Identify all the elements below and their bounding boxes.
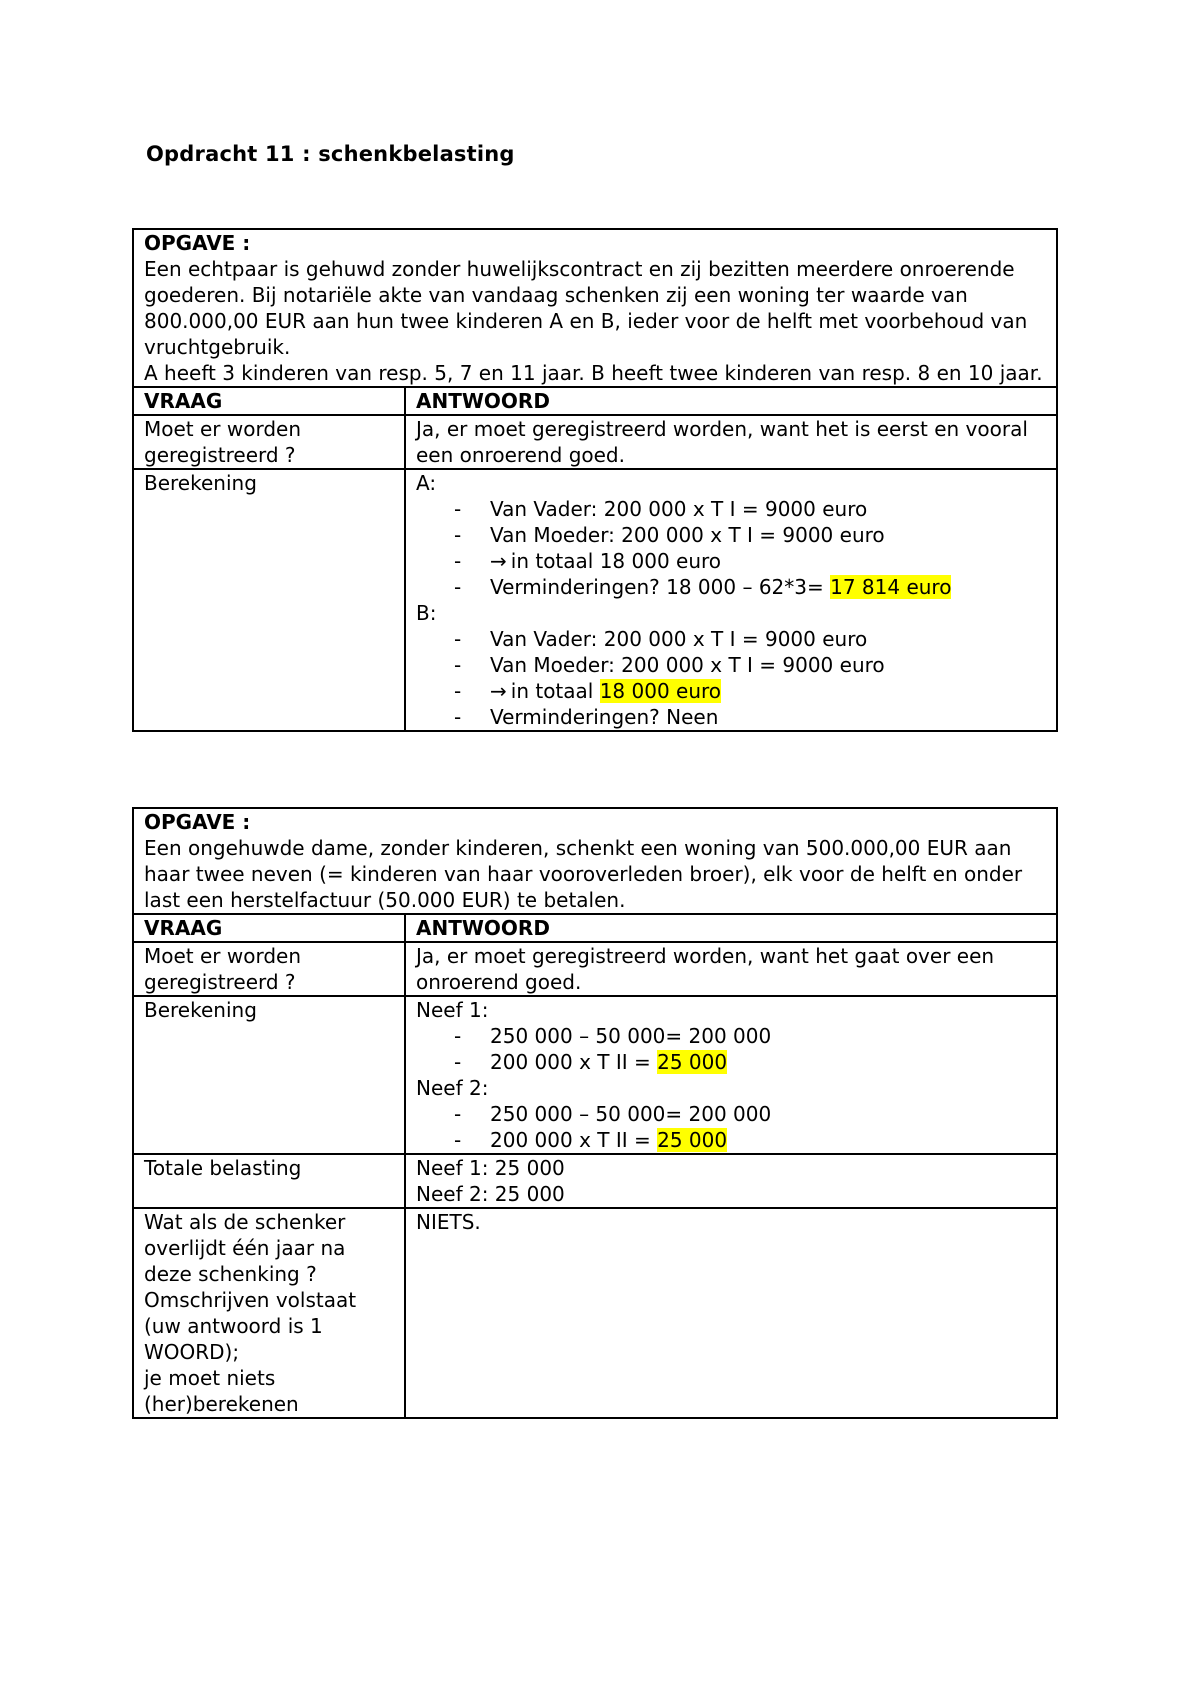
list-item <box>454 678 1046 704</box>
answer-total-tax <box>405 1154 1057 1208</box>
table-row <box>133 1208 1057 1418</box>
list-item <box>454 1049 1046 1075</box>
question-registration: Moet er worden geregistreerd ? <box>133 942 405 996</box>
answer-calculation <box>405 469 1057 731</box>
total-neef-1: Neef 1: 25 000 <box>416 1156 565 1180</box>
list-item: - Van Vader: 200 000 x T I = 9000 euro <box>454 496 1046 522</box>
opgave-cell <box>133 808 1057 914</box>
list-item: - Van Vader: 200 000 x T I = 9000 euro <box>454 626 1046 652</box>
group-a-list <box>416 496 1046 600</box>
list-item-text: 200 000 x T II = <box>490 1050 658 1074</box>
opgave-text: Een echtpaar is gehuwd zonder huwelijkscontract en zij bezitten meerdere onroerende goederen. Bij notariële akte van vandaag schenken zij een woning ter waarde van 800.000,00 EUR aan hun twee kinderen A en B, ieder voor de helft met voorbehoud van vruchtgebruik. <box>144 257 1028 359</box>
list-item: - 250 000 – 50 000= 200 000 <box>454 1023 1046 1049</box>
table-row <box>133 469 1057 731</box>
table-row <box>133 415 1057 469</box>
arrow-right-icon: → <box>490 549 507 573</box>
column-header-answer: ANTWOORD <box>405 914 1057 942</box>
answer-death-donor: NIETS. <box>405 1208 1057 1418</box>
list-item-text: in totaal 18 000 euro <box>510 549 722 573</box>
neef-2-list <box>416 1101 1046 1153</box>
list-item: - Verminderingen? Neen <box>454 704 1046 730</box>
table-row <box>133 996 1057 1154</box>
header-row <box>133 387 1057 415</box>
group-b-label: B: <box>416 601 437 625</box>
opgave-text-children: A heeft 3 kinderen van resp. 5, 7 en 11 jaar. B heeft twee kinderen van resp. 8 en 10 jaar. <box>144 361 1043 385</box>
list-item: - Van Moeder: 200 000 x T I = 9000 euro <box>454 522 1046 548</box>
column-header-question: VRAAG <box>133 387 405 415</box>
question-line: Wat als de schenker overlijdt één jaar na deze schenking ? <box>144 1210 346 1286</box>
exercise-2-table <box>132 807 1058 1419</box>
group-a-label: A: <box>416 471 437 495</box>
list-item: - 250 000 – 50 000= 200 000 <box>454 1101 1046 1127</box>
group-b-list <box>416 626 1046 730</box>
opgave-row <box>133 808 1057 914</box>
question-line: Omschrijven volstaat (uw antwoord is 1 WOORD); <box>144 1288 357 1364</box>
question-total-tax: Totale belasting <box>133 1154 405 1208</box>
highlighted-result: 25 000 <box>657 1128 728 1152</box>
highlighted-result: 17 814 euro <box>830 575 952 599</box>
header-row <box>133 914 1057 942</box>
list-item-text: in totaal <box>510 679 600 703</box>
question-calculation: Berekening <box>133 996 405 1154</box>
column-header-answer: ANTWOORD <box>405 387 1057 415</box>
answer-registration: Ja, er moet geregistreerd worden, want het gaat over een onroerend goed. <box>405 942 1057 996</box>
question-calculation: Berekening <box>133 469 405 731</box>
list-item-text: Verminderingen? 18 000 – 62*3= <box>490 575 831 599</box>
highlighted-result: 18 000 euro <box>599 679 722 703</box>
neef-1-list <box>416 1023 1046 1075</box>
question-death-donor <box>133 1208 405 1418</box>
question-registration: Moet er worden geregistreerd ? <box>133 415 405 469</box>
exercise-1-table <box>132 228 1058 732</box>
opgave-row <box>133 229 1057 387</box>
highlighted-result: 25 000 <box>657 1050 728 1074</box>
table-row <box>133 1154 1057 1208</box>
answer-calculation <box>405 996 1057 1154</box>
list-item: - Van Moeder: 200 000 x T I = 9000 euro <box>454 652 1046 678</box>
opgave-heading: OPGAVE : <box>144 810 251 834</box>
list-item <box>454 1127 1046 1153</box>
list-item <box>454 574 1046 600</box>
opgave-heading: OPGAVE : <box>144 231 251 255</box>
table-row <box>133 942 1057 996</box>
list-item <box>454 548 1046 574</box>
page-title: Opdracht 11 : schenkbelasting <box>146 142 515 166</box>
opgave-text: Een ongehuwde dame, zonder kinderen, schenkt een woning van 500.000,00 EUR aan haar twee neven (= kinderen van haar vooroverleden broer), elk voor de helft en onder last een herstelfactuur (50.000 EUR) te betalen. <box>144 836 1023 912</box>
answer-registration: Ja, er moet geregistreerd worden, want het is eerst en vooral een onroerend goed. <box>405 415 1057 469</box>
column-header-question: VRAAG <box>133 914 405 942</box>
total-neef-2: Neef 2: 25 000 <box>416 1182 565 1206</box>
question-line: je moet niets (her)berekenen <box>144 1366 299 1416</box>
arrow-right-icon: → <box>490 679 507 703</box>
opgave-cell <box>133 229 1057 387</box>
neef-2-label: Neef 2: <box>416 1076 489 1100</box>
neef-1-label: Neef 1: <box>416 998 489 1022</box>
list-item-text: 200 000 x T II = <box>490 1128 658 1152</box>
